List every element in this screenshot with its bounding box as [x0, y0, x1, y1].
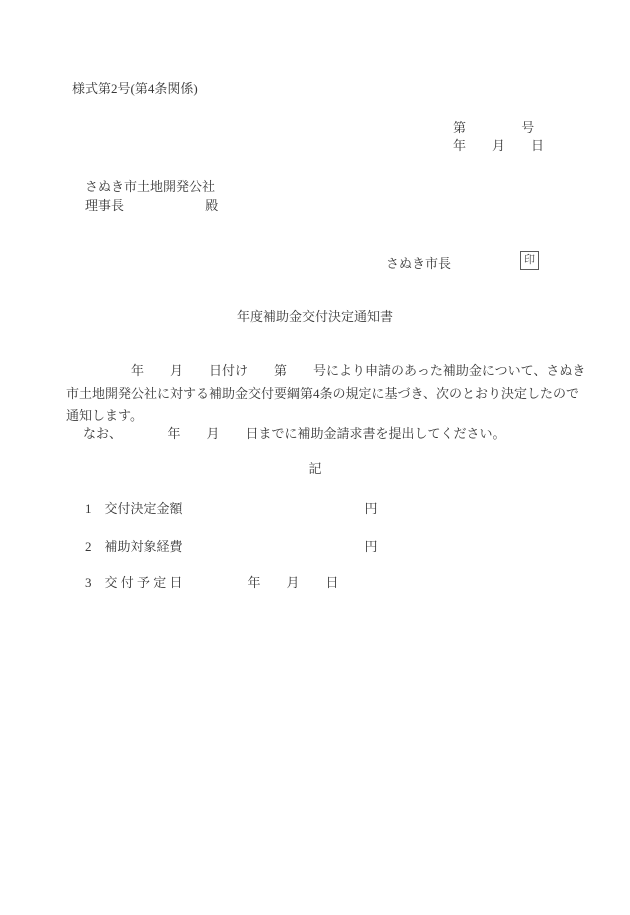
document-title: 年度補助金交付決定通知書 — [236, 309, 393, 324]
item-subsidy-target-expense: 2 補助対象経費 円 — [85, 539, 378, 554]
seal-mark: 印 — [520, 251, 539, 270]
item-grant-decision-amount: 1 交付決定金額 円 — [85, 501, 378, 516]
body-paragraph-line-3: 通知します。 — [66, 408, 143, 423]
addressee-title-line: 理事長 殿 — [85, 198, 219, 213]
addressee-organization: さぬき市土地開発公社 — [85, 179, 216, 194]
sender-name: さぬき市長 — [386, 256, 452, 271]
document-date-line: 年 月 日 — [453, 138, 545, 153]
document-number-line: 第 号 — [453, 120, 535, 135]
body-paragraph-line-2: 市土地開発公社に対する補助金交付要綱第4条の規定に基づき、次のとおり決定したので — [66, 386, 579, 401]
item-scheduled-grant-date: 3 交 付 予 定 日 年 月 日 — [85, 575, 339, 590]
record-marker: 記 — [308, 461, 322, 476]
form-number: 様式第2号(第4条関係) — [72, 81, 198, 96]
note-line: なお、 年 月 日までに補助金請求書を提出してください。 — [83, 426, 506, 441]
body-paragraph-line-1: 年 月 日付け 第 号により申請のあった補助金について、さぬき — [66, 363, 586, 378]
